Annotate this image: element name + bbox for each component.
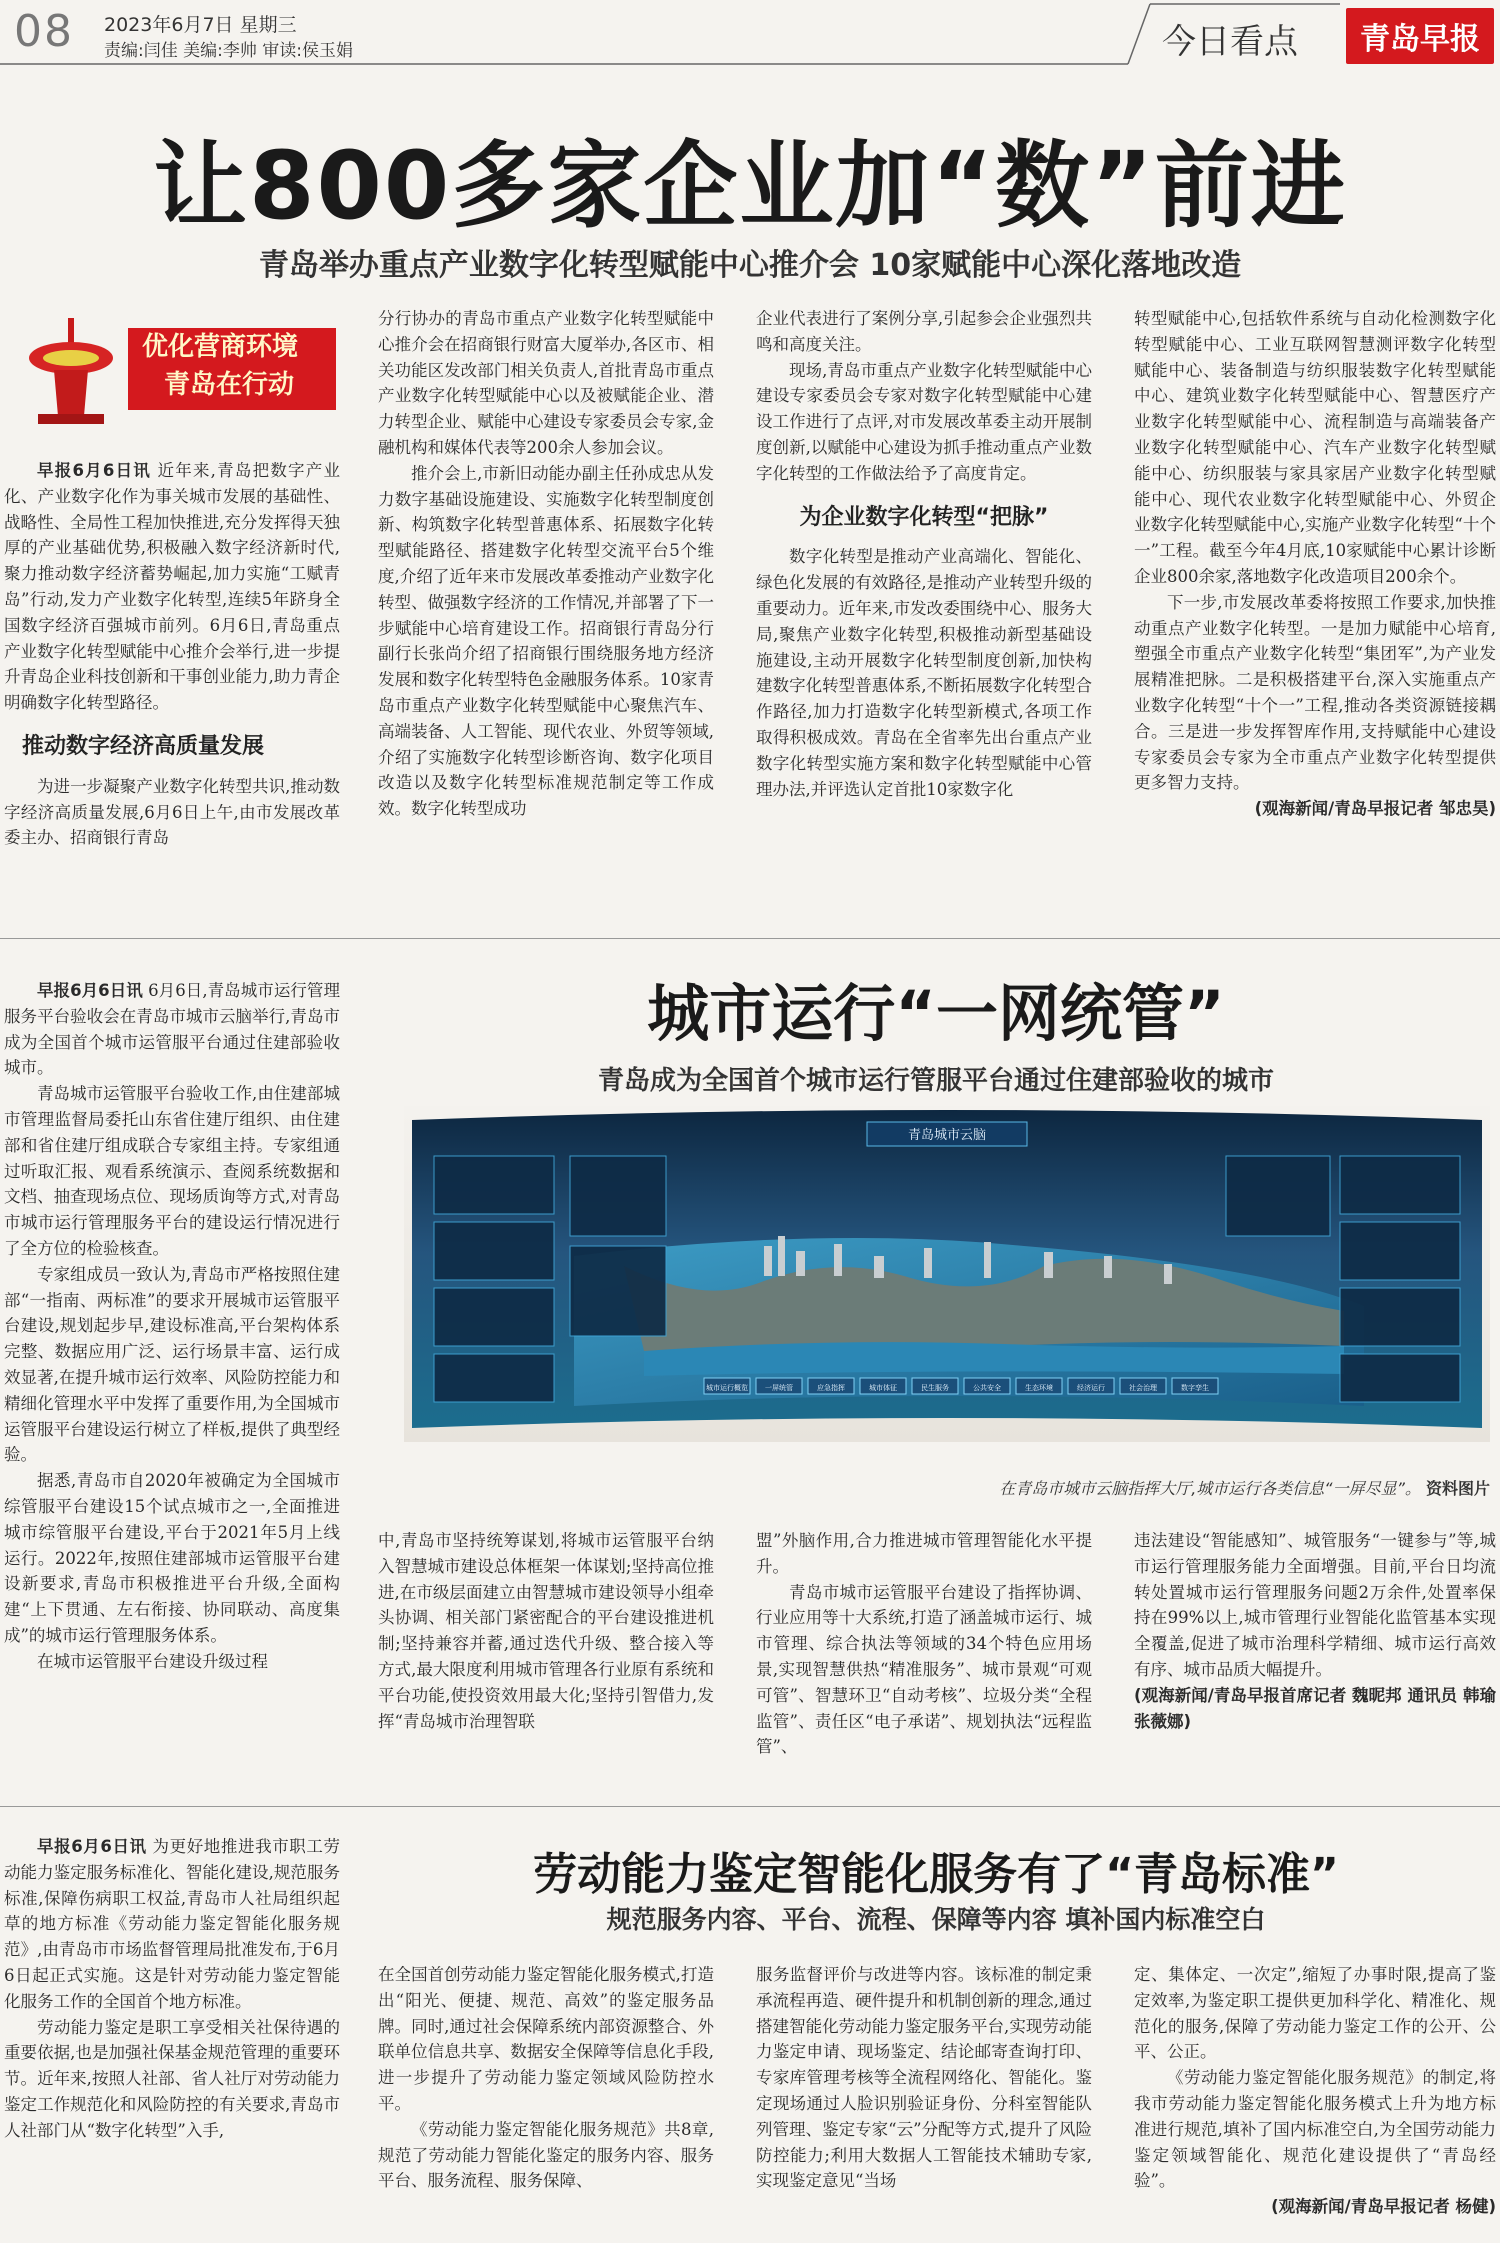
subheading: 推动数字经济高质量发展 xyxy=(22,733,265,759)
subheading: 为企业数字化转型“把脉” xyxy=(799,504,1049,530)
paragraph: 服务监督评价与改进等内容。该标准的制定秉承流程再造、硬件提升和机制创新的理念,通过搭建智能化劳动能力鉴定服务平台,实现劳动能力鉴定申请、现场鉴定、结论邮寄查询打印、专家库管理考核等全流程网络化、智能化。鉴定现场通过人脸识别验证身份、分科室智能队列管理、鉴定专家“云”分配等方式,提升了风险防控能力;利用大数据人工智能技术辅助专家,实现鉴定意见“当场 xyxy=(756,1965,1092,2191)
screen-button-label: 社会治理 xyxy=(1129,1384,1157,1392)
paragraph: 中,青岛市坚持统筹谋划,将城市运管服平台纳入智慧城市建设总体框架一体谋划;坚持高位推进,在市级层面建立由智慧城市建设领导小组牵头协调、相关部门紧密配合的平台建设推进机制;坚持兼容并蓄,通过迭代升级、整合接入等方式,最大限度利用城市管理各行业原有系统和平台功能,使投资效用最大化;坚持引智借力,发挥“青岛城市治理智联 xyxy=(378,1531,714,1731)
paragraph: 数字化转型是推动产业高端化、智能化、绿色化发展的有效路径,是推动产业转型升级的重要动力。近年来,市发改委围绕中心、服务大局,聚焦产业数字化转型,积极推动新型基础设施建设,主动开展数字化转型制度创新,加快构建数字化转型普惠体系,不断拓展数字化转型合作路径,加力打造数字化转型新模式,各项工作取得积极成效。青岛在全省率先出台重点产业数字化转型实施方案和数字化转型赋能中心管理办法,并评选认定首批10家数字化 xyxy=(756,547,1092,799)
article1-col3 xyxy=(756,306,1092,802)
byline: (观海新闻/青岛早报记者 邹忠昊) xyxy=(1254,799,1496,819)
byline: (观海新闻/青岛早报记者 杨健) xyxy=(1271,2197,1496,2217)
paragraph: 专家组成员一致认为,青岛市严格按照住建部“一指南、两标准”的要求开展城市运管服平台建设,规划起步早,建设标准高,平台架构体系完整、数据应用广泛、运行场景丰富、运行成效显著,在提升城市运行效率、风险防控能力和精细化管理水平中发挥了重要作用,为全国城市运管服平台建设运行树立了样板,提供了典型经验。 xyxy=(4,1264,340,1465)
screen-button-label: 应急指挥 xyxy=(817,1384,845,1392)
paragraph: 在城市运管服平台建设升级过程 xyxy=(37,1651,268,1671)
logo-text: 青岛早报 xyxy=(1360,22,1480,57)
article3-col2 xyxy=(378,1962,714,2194)
screen-button-label: 民生服务 xyxy=(921,1384,949,1392)
screen-button-label: 城市运行概览 xyxy=(706,1384,748,1392)
issue-date: 2023年6月7日 星期三 xyxy=(104,14,297,36)
article3-left-col xyxy=(4,1834,340,2144)
dateline: 早报6月6日讯 xyxy=(37,461,152,480)
paragraph: 青岛市城市运管服平台建设了指挥协调、行业应用等十大系统,打造了涵盖城市运行、城市管理、综合执法等领域的34个特色应用场景,实现智慧供热“精准服务”、城市景观“可观可管”、智慧环卫“自动考核”、垃圾分类“全程监管”、责任区“电子承诺”、规划执法“远程监管”、 xyxy=(756,1582,1092,1757)
tower-logo-icon xyxy=(18,314,128,430)
article2-subhead: 青岛成为全国首个城市运行管服平台通过住建部验收的城市 xyxy=(597,1066,1274,1096)
paragraph: 分行协办的青岛市重点产业数字化转型赋能中心推介会在招商银行财富大厦举办,各区市、相关功能区发改部门相关负责人,首批青岛市重点产业数字化转型赋能中心以及被赋能企业、潜力转型企业、赋能中心建设专家委员会专家,金融机构和媒体代表等200余人参加会议。 xyxy=(378,309,714,457)
paragraph: 转型赋能中心,包括软件系统与自动化检测数字化转型赋能中心、工业互联网智慧测评数字化转型赋能中心、装备制造与纺织服装数字化转型赋能中心、建筑业数字化转型赋能中心、智慧医疗产业数字化转型赋能中心、流程制造与高端装备产业数字化转型赋能中心、汽车产业数字化转型赋能中心、纺织服装与家具家居产业数字化转型赋能中心、现代农业数字化转型赋能中心、外贸企业数字化转型赋能中心,实施产业数字化转型“十个一”工程。截至今年4月底,10家赋能中心累计诊断企业800余家,落地数字化改造项目200余个。 xyxy=(1134,309,1496,586)
article3-col3 xyxy=(756,1962,1092,2194)
article2-left-col xyxy=(4,978,340,1675)
section-divider xyxy=(0,1806,1500,1807)
article2-col4 xyxy=(1134,1528,1496,1734)
paragraph: 据悉,青岛市自2020年被确定为全国城市综管服平台建设15个试点城市之一,全面推进城市综管服平台建设,平台于2021年5月上线运行。2022年,按照住建部城市运管服平台建设新要求,青岛市积极推进平台升级,全面构建“上下贯通、左右衔接、协同联动、高度集成”的城市运行管理服务体系。 xyxy=(4,1471,340,1645)
paragraph: 推介会上,市新旧动能办副主任孙成忠从发力数字基础设施建设、实施数字化转型制度创新、构筑数字化转型普惠体系、拓展数字化转型赋能路径、搭建数字化转型交流平台5个维度,介绍了近年来市发展改革委推动产业数字化转型、做强数字经济的工作情况,并部署了下一步赋能中心培育建设工作。招商银行青岛分行副行长张尚介绍了招商银行围绕服务地方经济发展和数字化转型特色金融服务体系。10家青岛市重点产业数字化转型赋能中心聚焦汽车、高端装备、人工智能、现代农业、外贸等领域,介绍了实施数字化转型诊断咨询、数字化项目改造以及数字化转型标准规范制定等工作成效。数字化转型成功 xyxy=(378,463,714,819)
paragraph: 现场,青岛市重点产业数字化转型赋能中心建设专家委员会专家对数字化转型赋能中心建设工作进行了点评,对市发展改革委主动开展制度创新,以赋能中心建设为抓手推动重点产业数字化转型的工作做法给予了高度肯定。 xyxy=(756,360,1092,483)
article1-col4 xyxy=(1134,306,1496,822)
dateline: 早报6月6日讯 xyxy=(37,1837,147,1856)
article1-col2 xyxy=(378,306,714,822)
paragraph: 为更好地推进我市职工劳动能力鉴定服务标准化、智能化建设,规范服务标准,保障伤病职工权益,青岛市人社局组织起草的地方标准《劳动能力鉴定智能化服务规范》,由青岛市市场监督管理局批准发布,于6月6日起正式实施。这是针对劳动能力鉴定智能化服务工作的全国首个地方标准。 xyxy=(4,1837,340,2011)
news-photo xyxy=(404,1106,1490,1442)
screen-button-label: 一屏统管 xyxy=(765,1384,793,1392)
paragraph: 《劳动能力鉴定智能化服务规范》共8章,规范了劳动能力智能化鉴定的服务内容、服务平台、服务流程、服务保障、 xyxy=(378,2119,714,2191)
section-title: 今日看点 xyxy=(1162,22,1298,62)
screen-button-label: 数字孪生 xyxy=(1181,1384,1209,1392)
dateline: 早报6月6日讯 xyxy=(37,981,143,1000)
badge-line1: 优化营商环境 xyxy=(142,332,299,362)
badge-box xyxy=(128,328,336,410)
header-divider xyxy=(0,0,1500,80)
article3-subhead: 规范服务内容、平台、流程、保障等内容 填补国内标准空白 xyxy=(606,1905,1266,1934)
page-number: 08 xyxy=(14,6,74,57)
section-divider xyxy=(0,938,1500,939)
article1-col1 xyxy=(4,458,340,851)
screen-button-label: 生态环境 xyxy=(1025,1384,1053,1392)
article2-headline: 城市运行“一网统管” xyxy=(647,977,1225,1050)
screen-title: 青岛城市云脑 xyxy=(907,1128,987,1143)
campaign-badge xyxy=(18,314,336,430)
command-center-screen-illustration xyxy=(404,1106,1490,1442)
caption-text: 在青岛市城市云脑指挥大厅,城市运行各类信息“一屏尽显”。 xyxy=(999,1479,1421,1498)
article3-headline: 劳动能力鉴定智能化服务有了“青岛标准” xyxy=(533,1849,1339,1900)
paragraph: 青岛城市运管服平台验收工作,由住建部城市管理监督局委托山东省住建厅组织、由住建部和省住建厅组成联合专家组主持。专家组通过听取汇报、观看系统演示、查阅系统数据和文档、抽查现场点位、现场质询等方式,对青岛市城市运行管理服务平台的建设运行情况进行了全方位的检验核查。 xyxy=(4,1084,340,1258)
screen-button-label: 城市体征 xyxy=(869,1384,897,1392)
screen-button-label: 公共安全 xyxy=(973,1384,1001,1392)
photo-caption xyxy=(404,1476,1490,1499)
screen-button-label: 经济运行 xyxy=(1077,1384,1105,1392)
paragraph: 企业代表进行了案例分享,引起参会企业强烈共鸣和高度关注。 xyxy=(756,309,1092,354)
editors-line: 责编:闫佳 美编:李帅 审读:侯玉娟 xyxy=(104,41,353,61)
article3-col4 xyxy=(1134,1962,1496,2220)
paragraph: 在全国首创劳动能力鉴定智能化服务模式,打造出“阳光、便捷、规范、高效”的鉴定服务品牌。同时,通过社会保障系统内部资源整合、外联单位信息共享、数据安全保障等信息化手段,进一步提升了劳动能力鉴定领域风险防控水平。 xyxy=(378,1965,714,2113)
paragraph: 《劳动能力鉴定智能化服务规范》的制定,将我市劳动能力鉴定智能化服务模式上升为地方标准进行规范,填补了国内标准空白,为全国劳动能力鉴定领域智能化、规范化建设提供了“青岛经验”。 xyxy=(1134,2068,1496,2191)
paragraph: 近年来,青岛把数字产业化、产业数字化作为事关城市发展的基础性、战略性、全局性工程加快推进,充分发挥得天独厚的产业基础优势,积极融入数字经济新时代,聚力推动数字经济蓄势崛起,加力实施“工赋青岛”行动,发力产业数字化转型,连续5年跻身全国数字经济百强城市前列。6月6日,青岛重点产业数字化转型赋能中心推介会举行,进一步提升青岛企业科技创新和干事创业能力,助力青企明确数字化转型路径。 xyxy=(4,461,340,713)
paragraph: 定、集体定、一次定”,缩短了办事时限,提高了鉴定效率,为鉴定职工提供更加科学化、精准化、规范化的服务,保障了劳动能力鉴定工作的公开、公平、公正。 xyxy=(1134,1965,1496,2062)
article1-subhead: 青岛举办重点产业数字化转型赋能中心推介会 10家赋能中心深化落地改造 xyxy=(258,248,1242,283)
paragraph: 6月6日,青岛城市运行管理服务平台验收会在青岛市城市云脑举行,青岛市成为全国首个城市运管服平台通过住建部验收城市。 xyxy=(4,981,340,1078)
paragraph: 劳动能力鉴定是职工享受相关社保待遇的重要依据,也是加强社保基金规范管理的重要环节。近年来,按照人社部、省人社厅对劳动能力鉴定工作规范化和风险防控的有关要求,青岛市人社部门从“数字化转型”入手, xyxy=(4,2017,340,2140)
badge-line2: 青岛在行动 xyxy=(164,370,295,400)
paragraph: 下一步,市发展改革委将按照工作要求,加快推动重点产业数字化转型。一是加力赋能中心培育,塑强全市重点产业数字化转型“集团军”,为产业发展精准把脉。二是积极搭建平台,深入实施重点产业数字化转型“十个一”工程,推动各类资源链接耦合。三是进一步发挥智库作用,支持赋能中心建设专家委员会专家为全市重点产业数字化转型提供更多智力支持。 xyxy=(1134,592,1496,793)
caption-credit: 资料图片 xyxy=(1425,1479,1490,1498)
article2-col3 xyxy=(756,1528,1092,1760)
article1-headline: 让800多家企业加“数”前进 xyxy=(153,132,1347,241)
byline: (观海新闻/青岛早报首席记者 魏昵邦 通讯员 韩瑜 张薇娜) xyxy=(1134,1685,1496,1731)
article2-col2 xyxy=(378,1528,714,1734)
paragraph: 违法建设“智能感知”、城管服务“一键参与”等,城市运行管理服务能力全面增强。目前,平台日均流转处置城市运行管理服务问题2万余件,处置率保持在99%以上,城市管理行业智能化监管基本实现全覆盖,促进了城市治理科学精细、城市运行高效有序、城市品质大幅提升。 xyxy=(1134,1531,1496,1679)
paragraph: 盟”外脑作用,合力推进城市管理智能化水平提升。 xyxy=(756,1531,1092,1576)
paragraph: 为进一步凝聚产业数字化转型共识,推动数字经济高质量发展,6月6日上午,由市发展改革委主办、招商银行青岛 xyxy=(4,776,340,848)
